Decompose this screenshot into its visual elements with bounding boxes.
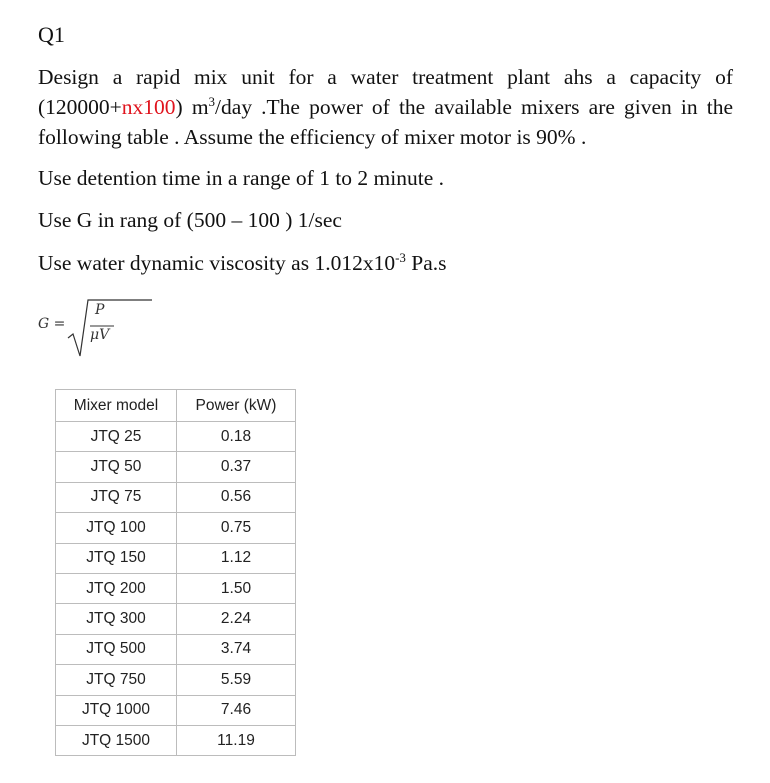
table-row	[56, 665, 296, 695]
mixer-model-cell: JTQ 300	[56, 604, 177, 634]
mixer-model-cell: JTQ 150	[56, 543, 177, 573]
table-header-row	[56, 390, 296, 422]
power-cell: 2.24	[177, 604, 296, 634]
table-row	[56, 543, 296, 573]
table-row	[56, 422, 296, 452]
table-row	[56, 482, 296, 512]
detention-time-text: Use detention time in a range of 1 to 2 minute .	[38, 166, 445, 190]
statement-part1: Design a rapid mix unit for a water treatment plant ahs a capacity of (120000+	[38, 65, 733, 119]
statement-part2: ) m	[175, 95, 209, 119]
power-cell: 11.19	[177, 725, 296, 755]
table-row	[56, 725, 296, 755]
power-cell: 0.18	[177, 422, 296, 452]
viscosity-exponent: -3	[395, 249, 406, 265]
problem-statement	[38, 62, 733, 152]
formula-numerator: P	[95, 302, 105, 318]
velocity-gradient-text: Use G in rang of (500 – 100 ) 1/sec	[38, 208, 342, 232]
power-cell: 0.75	[177, 513, 296, 543]
mixer-model-cell: JTQ 500	[56, 634, 177, 664]
table-row	[56, 634, 296, 664]
power-cell: 1.50	[177, 573, 296, 603]
table-row	[56, 513, 296, 543]
formula-lhs: G =	[38, 316, 66, 332]
student-variable-highlight: nx100	[121, 95, 176, 119]
power-cell: 0.56	[177, 482, 296, 512]
unit-exponent: 3	[208, 93, 216, 109]
question-label: Q1	[38, 22, 65, 47]
viscosity-unit: Pa.s	[405, 251, 447, 275]
mixer-model-cell: JTQ 750	[56, 665, 177, 695]
power-cell: 0.37	[177, 452, 296, 482]
mixer-model-cell: JTQ 25	[56, 422, 177, 452]
viscosity-text	[38, 251, 447, 276]
power-cell: 1.12	[177, 543, 296, 573]
mixer-model-cell: JTQ 200	[56, 573, 177, 603]
table-row	[56, 604, 296, 634]
header-mixer-model: Mixer model	[56, 390, 177, 422]
mixer-model-cell: JTQ 75	[56, 482, 177, 512]
table-row	[56, 695, 296, 725]
mixer-model-cell: JTQ 100	[56, 513, 177, 543]
power-cell: 5.59	[177, 665, 296, 695]
table-row	[56, 452, 296, 482]
mixer-model-cell: JTQ 1000	[56, 695, 177, 725]
velocity-gradient-formula	[38, 296, 158, 360]
table-row	[56, 573, 296, 603]
formula-denominator: μV	[90, 327, 110, 343]
statement-part3: /day .The power of the available mixers are given in the following table . Assume the efficiency of mixer motor is 90% .	[38, 95, 733, 149]
mixer-power-table	[55, 389, 296, 756]
mixer-model-cell: JTQ 50	[56, 452, 177, 482]
power-cell: 3.74	[177, 634, 296, 664]
viscosity-value: Use water dynamic viscosity as 1.012x10	[38, 251, 396, 275]
square-root-symbol	[66, 296, 156, 360]
power-cell: 7.46	[177, 695, 296, 725]
header-power: Power (kW)	[177, 390, 296, 422]
mixer-model-cell: JTQ 1500	[56, 725, 177, 755]
